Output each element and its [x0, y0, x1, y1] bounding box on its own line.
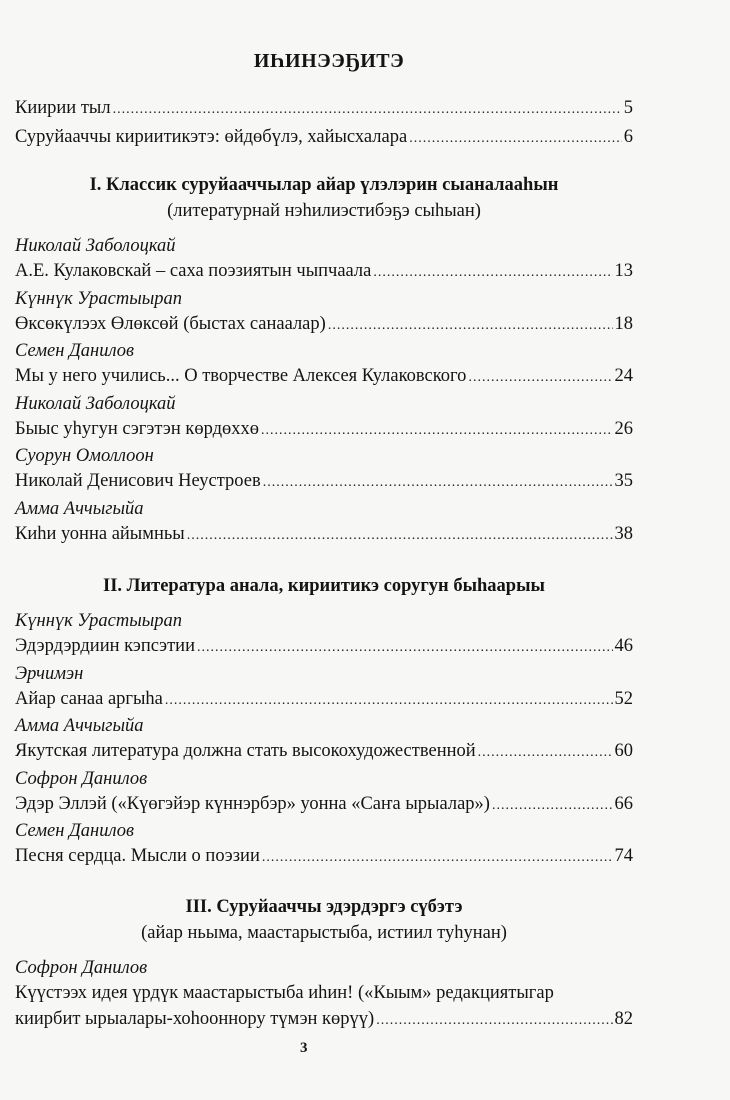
entry-page: 35 — [614, 471, 633, 491]
dot-leader — [409, 124, 622, 153]
toc-entry — [15, 363, 633, 392]
entry-page: 60 — [614, 741, 633, 761]
dot-leader — [478, 738, 613, 767]
dot-leader — [113, 95, 622, 124]
entry-title: Айар санаа аргыһа — [15, 688, 163, 709]
dot-leader — [263, 468, 613, 497]
section-entries — [15, 234, 633, 549]
entry-page: 24 — [614, 366, 633, 386]
entry-page: 38 — [614, 523, 633, 544]
entry-author: Семен Данилов — [15, 821, 135, 841]
toc-entry — [15, 521, 633, 550]
toc-entry — [15, 633, 633, 662]
dot-leader — [187, 521, 613, 550]
entry-author: Семен Данилов — [15, 341, 135, 361]
toc-entry — [15, 311, 633, 340]
entry-author: Күннүк Урастыырап — [15, 288, 183, 309]
entry-title: Якутская литература должна стать высокохудожественной — [15, 741, 476, 761]
toc-entry — [15, 738, 633, 767]
entry-author: Николай Заболоцкай — [15, 393, 176, 414]
toc-entry — [15, 416, 633, 445]
table-of-contents — [15, 50, 633, 1035]
entry-page: 6 — [623, 126, 633, 147]
entry-page: 82 — [614, 1009, 633, 1029]
entry-author: Софрон Данилов — [15, 957, 148, 978]
toc-entry — [15, 686, 633, 715]
entry-page: 5 — [623, 98, 633, 118]
entry-author: Суорун Омоллоон — [15, 446, 154, 466]
entry-title: А.Е. Кулаковскай – саха поэзиятын чыпчаала — [15, 261, 372, 281]
section-heading: III. Суруйааччы эдэрдэргэ сүбэтэ — [185, 896, 463, 917]
dot-leader — [262, 843, 613, 872]
dot-leader — [492, 791, 613, 820]
entry-page: 13 — [614, 261, 633, 281]
entry-title: Песня сердца. Мысли о поэзии — [15, 846, 260, 866]
toc-entry — [15, 258, 633, 287]
section-subheading: (литературнай нэһилиэстибэҕэ сыһыан) — [167, 201, 481, 221]
dot-leader — [373, 258, 612, 287]
toc-entry — [15, 843, 633, 872]
dot-leader — [468, 363, 612, 392]
toc-entry — [15, 1006, 633, 1035]
entry-page: 26 — [614, 418, 633, 439]
entry-author: Николай Заболоцкай — [15, 236, 176, 256]
page-number: 3 — [300, 1040, 308, 1056]
entry-title: Эдэр Эллэй («Күөгэйэр күннэрбэр» уонна «Саҥа ырыалар») — [15, 793, 490, 814]
entry-author: Күннүк Урастыырап — [15, 611, 183, 631]
section-subheading: (айар ньыма, маастарыстыба, истиил туһунан) — [141, 922, 507, 943]
section-heading: I. Классик суруйааччылар айар үлэлэрин сыаналааһын — [89, 175, 559, 195]
section-entries — [15, 609, 633, 872]
entry-page: 74 — [614, 846, 633, 866]
section-heading: II. Литература анала, кириитикэ соругун быһаарыы — [103, 576, 545, 596]
entry-page: 46 — [614, 636, 633, 656]
toc-entry — [15, 95, 633, 124]
toc-entry — [15, 791, 633, 820]
entry-title: Эдэрдэрдиин кэпсэтии — [15, 636, 195, 656]
entry-title: Мы у него учились... О творчестве Алексея Кулаковского — [15, 366, 467, 386]
entry-page: 18 — [614, 313, 633, 334]
entry-author: Амма Аччыгыйа — [15, 498, 144, 519]
dot-leader — [261, 416, 612, 445]
dot-leader — [197, 633, 613, 662]
dot-leader — [165, 686, 613, 715]
toc-entry — [15, 124, 633, 153]
dot-leader — [328, 311, 613, 340]
entry-title-line: киирбит ырыалары-хоһооннору түмэн көрүү) — [15, 1009, 375, 1029]
entry-title: Өксөкүлээх Өлөксөй (быстах санаалар) — [15, 313, 326, 334]
entry-author: Эрчимэн — [15, 663, 84, 684]
entry-title: Быыс уһугун сэгэтэн көрдөххө — [15, 418, 260, 439]
page-title: ИҺИНЭЭҔИТЭ — [253, 50, 405, 72]
entry-title: Киһи уонна айымньы — [15, 523, 185, 544]
dot-leader — [376, 1006, 612, 1035]
entry-title: Николай Денисович Неустроев — [15, 471, 261, 491]
toc-entry — [15, 468, 633, 497]
entry-title: Киирии тыл — [15, 98, 111, 118]
entry-title: Суруйааччы кириитикэтэ: өйдөбүлэ, хайысхалара — [15, 126, 408, 147]
entry-page: 52 — [614, 688, 633, 709]
entry-author: Софрон Данилов — [15, 768, 148, 789]
entry-author: Амма Аччыгыйа — [15, 716, 144, 736]
entry-title-line: Күүстээх идея үрдүк маастарыстыба иһин! («Кыым» редакциятыгар — [15, 982, 554, 1003]
entry-page: 66 — [614, 793, 633, 814]
